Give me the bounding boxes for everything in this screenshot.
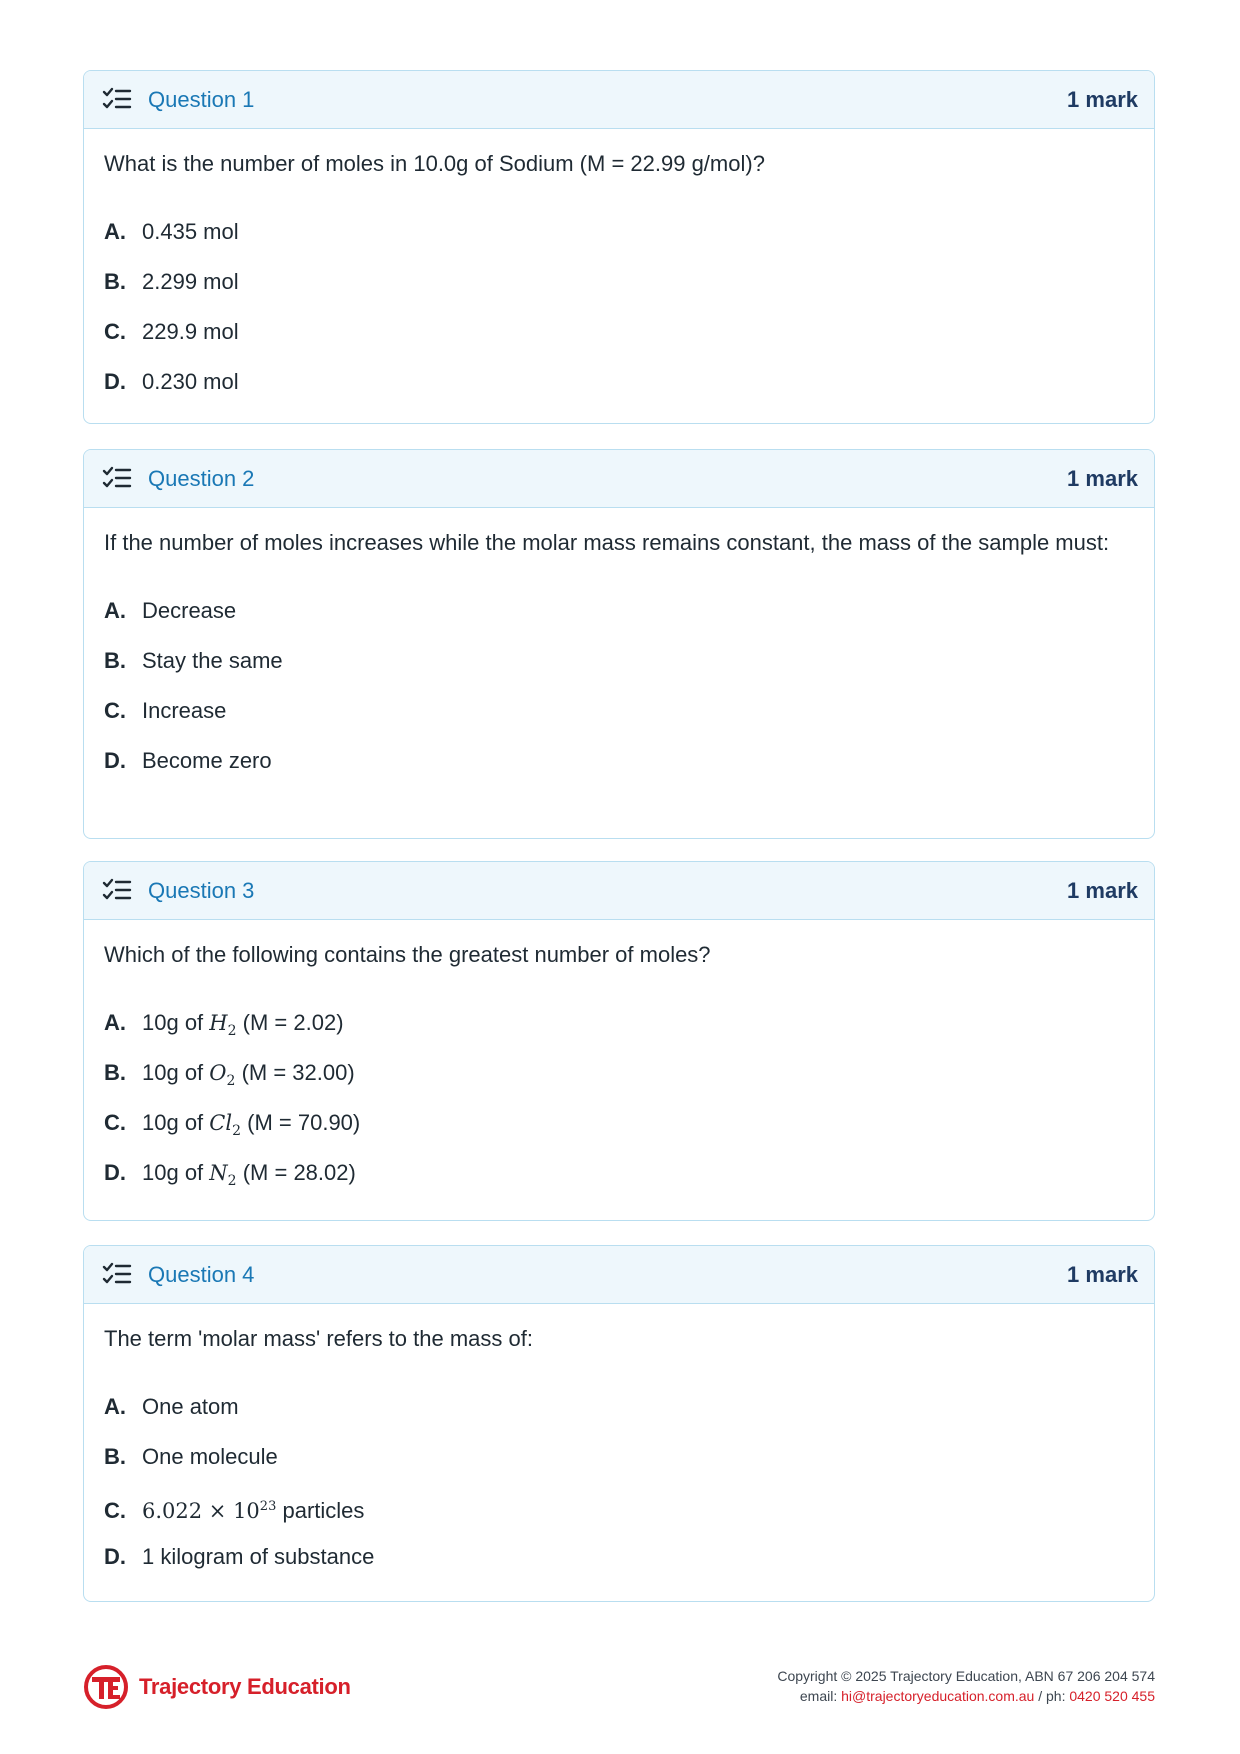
brand-logo: [83, 1664, 351, 1710]
option-letter: C.: [104, 319, 126, 344]
option-suffix: (M = 70.90): [247, 1110, 361, 1135]
option-a[interactable]: [104, 586, 1134, 636]
option-letter: A.: [104, 219, 126, 244]
option-prefix: 10g of: [142, 1010, 204, 1035]
option-c[interactable]: [104, 307, 1134, 357]
number-exponent: 23: [259, 1499, 277, 1514]
question-marks: 1 mark: [1067, 86, 1138, 112]
option-a[interactable]: [104, 998, 1134, 1048]
question-stem: Which of the following contains the greatest number of moles?: [104, 942, 711, 967]
checklist-icon: [102, 1262, 132, 1288]
question-card-4: [83, 1245, 1155, 1602]
option-letter: C.: [104, 698, 126, 723]
option-b[interactable]: [104, 1048, 1134, 1098]
option-b[interactable]: [104, 1432, 1134, 1482]
option-text: 2.299 mol: [142, 269, 239, 294]
option-text: 0.230 mol: [142, 369, 239, 394]
checklist-icon: [102, 878, 132, 904]
formula-subscript: 2: [227, 1173, 237, 1190]
formula-symbol: Cl: [209, 1111, 233, 1135]
formula: [209, 1111, 242, 1140]
question-title: Question 4: [148, 1261, 255, 1287]
question-header: [84, 1246, 1154, 1304]
question-marks: 1 mark: [1067, 465, 1138, 491]
option-text: 1 kilogram of substance: [142, 1544, 375, 1569]
option-text: One atom: [142, 1394, 239, 1419]
option-c[interactable]: [104, 1482, 1134, 1532]
trajectory-logo-icon: [83, 1664, 129, 1710]
question-stem: If the number of moles increases while the molar mass remains constant, the mass of the sample must:: [104, 530, 1110, 555]
option-b[interactable]: [104, 636, 1134, 686]
formula: [209, 1011, 237, 1040]
option-d[interactable]: [104, 736, 1134, 786]
formula: [209, 1061, 236, 1090]
option-d[interactable]: [104, 1148, 1134, 1198]
formula-symbol: H: [209, 1011, 228, 1035]
option-prefix: 10g of: [142, 1110, 204, 1135]
option-letter: A.: [104, 1010, 126, 1035]
question-card-3: [83, 861, 1155, 1221]
checklist-icon: [102, 87, 132, 113]
page-footer: [83, 1664, 1155, 1714]
option-suffix: (M = 32.00): [241, 1060, 355, 1085]
question-card-2: [83, 449, 1155, 839]
number-coefficient: 6.022 × 10: [142, 1499, 260, 1523]
option-letter: D.: [104, 1544, 126, 1569]
formula-subscript: 2: [227, 1023, 237, 1040]
question-header: [84, 71, 1154, 129]
option-text: [142, 1482, 364, 1536]
option-letter: A.: [104, 1394, 126, 1419]
option-letter: D.: [104, 369, 126, 394]
formula-subscript: 2: [232, 1123, 242, 1140]
formula: [209, 1161, 237, 1190]
phone-number[interactable]: 0420 520 455: [1069, 1688, 1155, 1704]
checklist-icon: [102, 466, 132, 492]
option-letter: B.: [104, 269, 126, 294]
option-text: [142, 1148, 356, 1206]
option-b[interactable]: [104, 257, 1134, 307]
option-letter: B.: [104, 1444, 126, 1469]
option-letter: B.: [104, 648, 126, 673]
option-text: 229.9 mol: [142, 319, 239, 344]
email-label: email:: [799, 1688, 838, 1704]
question-title: Question 1: [148, 86, 255, 112]
option-letter: D.: [104, 748, 126, 773]
option-d[interactable]: [104, 357, 1134, 407]
copyright-text: Copyright © 2025 Trajectory Education, ABN 67 206 204 574: [777, 1668, 1155, 1684]
option-c[interactable]: [104, 1098, 1134, 1148]
question-marks: 1 mark: [1067, 877, 1138, 903]
option-text: Become zero: [142, 748, 272, 773]
formula-subscript: 2: [226, 1073, 236, 1090]
option-prefix: 10g of: [142, 1160, 204, 1185]
option-suffix: (M = 28.02): [242, 1160, 356, 1185]
copyright-block: [777, 1666, 1155, 1706]
question-header: [84, 450, 1154, 508]
formula-symbol: N: [209, 1161, 228, 1185]
question-header: [84, 862, 1154, 920]
option-a[interactable]: [104, 207, 1134, 257]
option-text: Increase: [142, 698, 227, 723]
question-marks: 1 mark: [1067, 1261, 1138, 1287]
option-text: 0.435 mol: [142, 219, 239, 244]
question-stem: The term 'molar mass' refers to the mass of:: [104, 1326, 533, 1351]
option-text: One molecule: [142, 1444, 278, 1469]
option-text: Stay the same: [142, 648, 283, 673]
option-suffix: particles: [282, 1498, 365, 1523]
phone-label: / ph:: [1038, 1688, 1066, 1704]
option-prefix: 10g of: [142, 1060, 204, 1085]
question-title: Question 2: [148, 465, 255, 491]
email-link[interactable]: hi@trajectoryeducation.com.au: [841, 1688, 1035, 1704]
option-letter: B.: [104, 1060, 126, 1085]
question-card-1: [83, 70, 1155, 424]
option-d[interactable]: [104, 1532, 1134, 1582]
option-suffix: (M = 2.02): [242, 1010, 344, 1035]
option-text: Decrease: [142, 598, 237, 623]
option-letter: C.: [104, 1498, 126, 1523]
avogadro-number: [142, 1499, 276, 1523]
option-letter: C.: [104, 1110, 126, 1135]
brand-name: Trajectory Education: [139, 1674, 351, 1699]
option-a[interactable]: [104, 1382, 1134, 1432]
question-stem: What is the number of moles in 10.0g of Sodium (M = 22.99 g/mol)?: [104, 151, 765, 176]
option-c[interactable]: [104, 686, 1134, 736]
formula-symbol: O: [209, 1061, 227, 1085]
option-letter: A.: [104, 598, 126, 623]
option-letter: D.: [104, 1160, 126, 1185]
question-title: Question 3: [148, 877, 255, 903]
